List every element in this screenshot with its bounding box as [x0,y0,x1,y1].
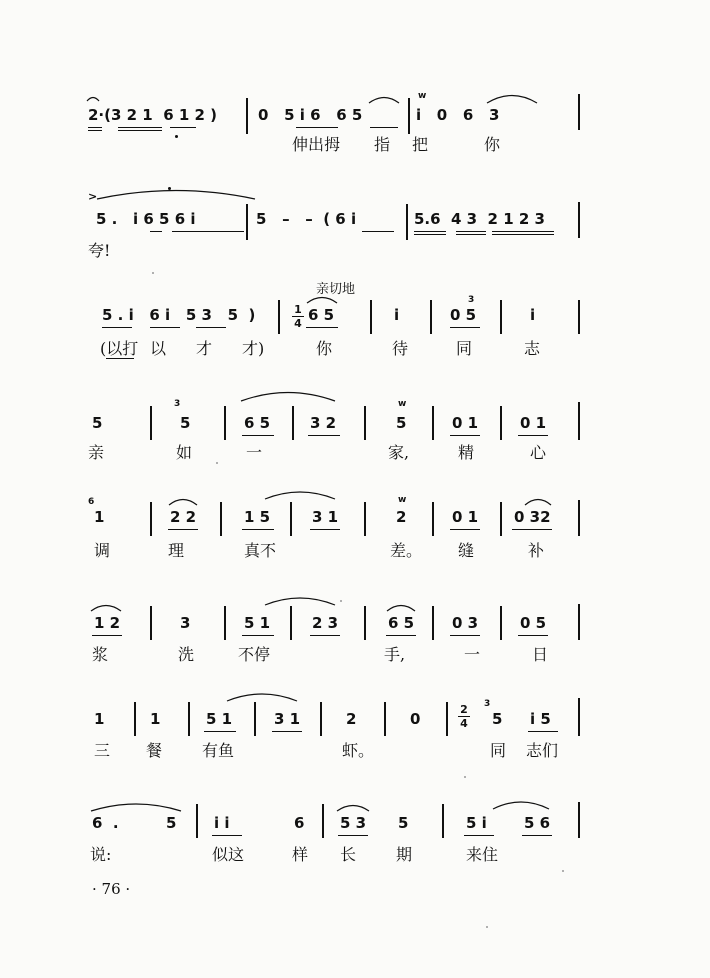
notes-measure: 6 5 [308,306,335,324]
notes-measure: 5 1 [244,614,271,632]
notes-measure: 5 [92,414,103,432]
notes-measure: 0 1 [452,508,479,526]
notes-measure: 6 . [92,814,119,832]
notes-measure: 1 [150,710,161,728]
notes-measure: 5 . i 6 i 5 3 5 ) [102,306,256,324]
notes-measure: i [394,306,400,324]
page-number: · 76 · [92,880,131,898]
lyric: 有鱼 [202,741,235,760]
notes-measure: 0 32 [514,508,551,526]
lyric: 一 [464,645,481,664]
lyric: 把 [412,135,429,154]
lyric: 志 [524,339,541,358]
lyric: 浆 [92,645,109,664]
lyric: 以 [150,339,167,358]
lyric: 补 [528,541,545,560]
notes-measure: 0 1 [452,414,479,432]
notes-measure: 0 5 [450,306,477,324]
notes-measure: 6 [294,814,305,832]
notes-measure: 6 5 [244,414,271,432]
system-2: > 5 . i 6 5 6 i 5 – – ( 6 i 5.6 4 3 2 1 2 3 夸! [0,184,710,274]
notes-measure: 5 [398,814,409,832]
notes-measure: 5 6 [524,814,551,832]
lyric: 才 [196,339,213,358]
notes-measure: 5 – – ( 6 i [256,210,357,228]
notes-measure: 2·(3 2 1 6 1 2 ) [88,106,218,124]
lyric: 夸! [88,241,111,260]
lyric: 来住 [466,845,499,864]
lyric: 同 [456,339,473,358]
slur [86,94,100,102]
notes-measure: 3 1 [274,710,301,728]
notes-measure: 3 2 [310,414,337,432]
notes-measure: 1 [94,710,105,728]
notes-measure: 1 2 [94,614,121,632]
notes-measure: 5 [166,814,177,832]
lyric: 伸出拇 [292,135,341,154]
lyric: 洗 [178,645,195,664]
system-7: 1 1 5 1 3 1 2 0 2 4 3 5 i 5 三 餐 有鱼 虾。 同 志们 [0,686,710,776]
notes-measure: 5 i [466,814,487,832]
lyric: 样 [292,845,309,864]
lyric: 调 [94,541,111,560]
lyric: 如 [176,443,193,462]
lyric: 一 [246,443,263,462]
lyric: 手, [384,645,406,664]
notes-measure: i [530,306,536,324]
notes-measure: 5 [492,710,503,728]
system-1: 2·(3 2 1 6 1 2 ) 0 5 i 6 6 5 w i 0 6 3 伸出拇 指 把 你 [0,80,710,170]
lyric: 日 [532,645,549,664]
system-3: 亲切地 5 . i 6 i 5 3 5 ) 1 4 6 5 i 3 0 5 i (以打 以 才 才) 你 待 同 志 [0,278,710,368]
notes-measure: i 0 6 3 [416,106,500,124]
notes-measure: 5 3 [340,814,367,832]
lyric: 真不 [244,541,277,560]
lyric: 差。 [390,541,423,560]
notes-measure: 0 5 i 6 6 5 [258,106,363,124]
notes-measure: 0 [410,710,421,728]
lyric: 三 [94,741,111,760]
notes-measure: 5 [396,414,407,432]
notes-measure: 0 3 [452,614,479,632]
lyric: 说: [90,845,112,864]
lyric: 待 [392,339,409,358]
notes-measure: i i [214,814,230,832]
notes-measure: 1 5 [244,508,271,526]
notes-measure: 5 [180,414,191,432]
notes-measure: 1 [94,508,105,526]
notes-measure: i 5 [530,710,551,728]
system-8 [0,784,710,874]
tempo-marking: 亲切地 [316,282,356,297]
lyric: 似这 [212,845,245,864]
notes-measure: 3 1 [312,508,339,526]
lyric: 指 [374,135,391,154]
system-4: 5 3 5 6 5 3 2 w 5 0 1 0 1 亲 如 一 家, 精 心 [0,386,710,476]
lyric: 志们 [526,741,559,760]
notes-measure: 0 5 [520,614,547,632]
notes-measure: 2 [396,508,407,526]
notes-measure: 5.6 4 3 2 1 2 3 [414,210,545,228]
lyric: 精 [458,443,475,462]
notes-measure: 2 [346,710,357,728]
lyric: 你 [316,339,333,358]
lyric: 亲 [88,443,105,462]
lyric: 家, [388,443,410,462]
notes-measure: 0 1 [520,414,547,432]
notes-measure: 2 3 [312,614,339,632]
notes-measure: 6 5 [388,614,415,632]
lyric: 餐 [146,741,163,760]
notes-measure: 2 2 [170,508,197,526]
lyric: 长 [340,845,357,864]
lyric: 才) [242,339,265,358]
time-signature: 1 4 [292,304,304,329]
system-6 [0,590,710,680]
system-5: 6 1 2 2 1 5 3 1 w 2 0 1 0 32 调 理 真不 差。 缝 补 [0,488,710,578]
lyric: 理 [168,541,185,560]
notes-measure: 3 [180,614,191,632]
lyric: 同 [490,741,507,760]
lyric: 期 [396,845,413,864]
lyric: 你 [484,135,501,154]
lyric: (以打 [100,339,139,358]
notes-measure: 5 . i 6 5 6 i [96,210,196,228]
lyric: 缝 [458,541,475,560]
notes-measure: 5 1 [206,710,233,728]
lyric: 心 [530,443,547,462]
time-signature: 2 4 [458,704,470,729]
lyric: 不停 [238,645,271,664]
lyric: 虾。 [342,741,375,760]
